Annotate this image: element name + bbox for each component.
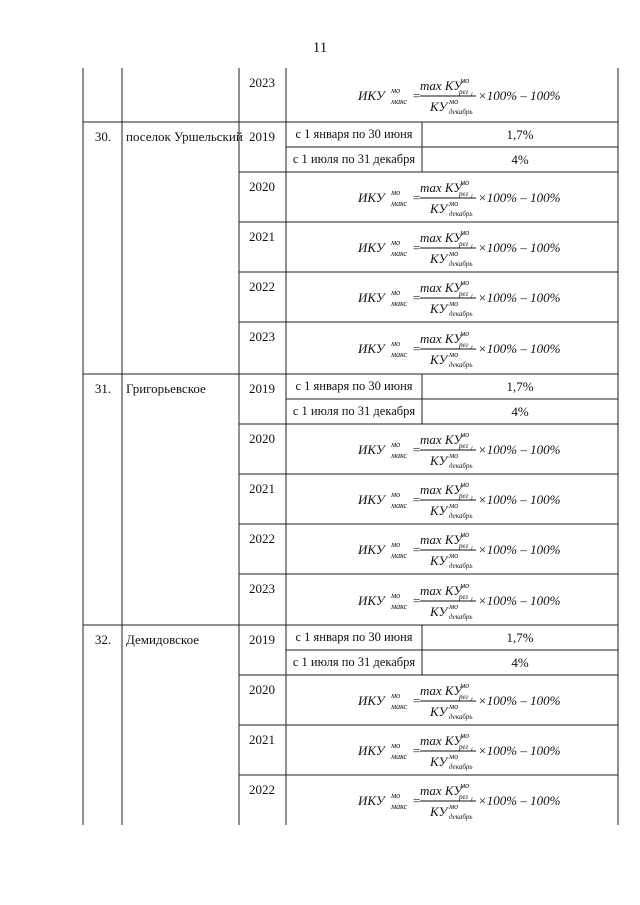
- formula-num-sub-i: i: [471, 496, 473, 502]
- formula-numerator: max КУ: [420, 280, 463, 295]
- formula-den-sup: мо: [449, 501, 459, 510]
- formula-num-sup: мо: [460, 681, 470, 690]
- formula-num-sub-i: i: [471, 244, 473, 250]
- max-increase-formula: [358, 778, 561, 822]
- formula-equals: =: [412, 492, 421, 507]
- formula-lhs: ИКУ: [358, 693, 385, 708]
- formula-den-sup: мо: [449, 752, 459, 761]
- year-cell: 2021: [249, 732, 275, 747]
- formula-den-sub: декабрь: [449, 512, 473, 520]
- formula-den-sub: декабрь: [449, 612, 473, 621]
- formula-tail: ×100% – 100%: [478, 793, 561, 808]
- formula-equals: =: [412, 190, 421, 205]
- formula-den-sup: мо: [449, 551, 459, 560]
- formula-lhs-sub: макс: [391, 97, 408, 106]
- formula-lhs-sup: мо: [391, 490, 401, 499]
- formula-lhs-sub: макс: [391, 299, 408, 308]
- formula-lhs: ИКУ: [358, 290, 385, 305]
- formula-lhs: ИКУ: [358, 88, 385, 103]
- formula-lhs-sub: макс: [391, 199, 408, 208]
- formula-equals: =: [412, 693, 421, 708]
- formula-denominator: КУ: [430, 99, 448, 114]
- max-increase-formula: [358, 527, 561, 571]
- formula-num-sup: мо: [460, 580, 470, 590]
- formula-num-sub-i: i: [471, 194, 473, 200]
- formula-den-sub: декабрь: [449, 713, 473, 721]
- max-increase-formula: [358, 225, 561, 269]
- year-cell: 2020: [249, 431, 275, 446]
- formula-lhs-sup: мо: [391, 440, 401, 449]
- formula-equals: =: [412, 290, 421, 305]
- formula-lhs: ИКУ: [358, 190, 385, 205]
- formula-svg: [358, 225, 561, 269]
- row-number: 30.: [94, 129, 112, 144]
- formula-num-sub-i: i: [471, 747, 473, 753]
- formula-num-sub-i: i: [471, 294, 473, 300]
- formula-lhs-sup: мо: [391, 791, 401, 800]
- row-number: 32.: [94, 632, 112, 647]
- year-cell: 2019: [249, 381, 275, 396]
- formula-denominator: КУ: [430, 553, 448, 568]
- formula-den-sub: декабрь: [449, 562, 473, 570]
- formula-lhs-sup: мо: [391, 188, 401, 197]
- formula-lhs: ИКУ: [358, 492, 385, 507]
- formula-num-sup: мо: [460, 430, 470, 439]
- formula-lhs-sup: мо: [391, 590, 401, 600]
- formula-tail: ×100% – 100%: [478, 290, 561, 305]
- formula-numerator: max КУ: [420, 532, 463, 547]
- municipality-name: Демидовское: [126, 632, 200, 647]
- formula-den-sup: мо: [449, 601, 459, 611]
- formula-den-sup: мо: [449, 97, 459, 106]
- formula-denominator: КУ: [430, 704, 448, 719]
- formula-num-sub: рег: [459, 492, 469, 500]
- formula-num-sup: мо: [460, 329, 470, 338]
- formula-svg: [358, 73, 561, 117]
- formula-tail: ×100% – 100%: [478, 492, 561, 507]
- formula-num-sub: рег: [459, 793, 469, 801]
- formula-svg: [358, 326, 561, 370]
- rate-value: 1,7%: [506, 127, 534, 142]
- formula-lhs-sub: макс: [391, 702, 408, 711]
- max-increase-formula: [358, 326, 561, 370]
- formula-denominator: КУ: [430, 804, 448, 819]
- formula-tail: ×100% – 100%: [478, 693, 561, 708]
- formula-num-sup: мо: [460, 530, 470, 539]
- formula-numerator: max КУ: [420, 78, 463, 93]
- formula-den-sup: мо: [449, 702, 459, 711]
- formula-lhs-sup: мо: [391, 741, 401, 750]
- formula-svg: [358, 275, 561, 319]
- formula-numerator: max КУ: [420, 733, 463, 748]
- formula-num-sub: рег: [459, 442, 469, 450]
- formula-denominator: КУ: [430, 603, 448, 619]
- formula-num-sub: рег: [459, 290, 469, 298]
- max-increase-formula: [358, 578, 561, 622]
- year-cell: 2019: [249, 632, 275, 647]
- formula-denominator: КУ: [430, 251, 448, 266]
- formula-num-sup: мо: [460, 480, 470, 489]
- rate-value: 4%: [511, 655, 529, 670]
- formula-numerator: max КУ: [420, 230, 463, 245]
- formula-denominator: КУ: [430, 352, 448, 367]
- formula-num-sub-i: i: [471, 345, 473, 351]
- year-cell: 2023: [249, 581, 275, 596]
- formula-lhs-sub: макс: [391, 451, 408, 460]
- year-cell: 2023: [249, 329, 275, 344]
- formula-num-sub: рег: [459, 88, 469, 96]
- formula-den-sub: декабрь: [449, 361, 473, 369]
- formula-numerator: max КУ: [420, 482, 463, 497]
- formula-equals: =: [412, 88, 421, 103]
- formula-den-sup: мо: [449, 451, 459, 460]
- formula-den-sub: декабрь: [449, 813, 473, 821]
- formula-lhs-sup: мо: [391, 339, 401, 348]
- max-increase-formula: [358, 427, 561, 471]
- formula-den-sup: мо: [449, 802, 459, 811]
- formula-num-sub-i: i: [471, 596, 473, 603]
- formula-num-sup: мо: [460, 731, 470, 740]
- formula-lhs-sup: мо: [391, 288, 401, 297]
- formula-numerator: max КУ: [420, 180, 463, 195]
- formula-svg: [358, 578, 561, 622]
- formula-lhs-sub: макс: [391, 551, 408, 560]
- formula-tail: ×100% – 100%: [478, 190, 561, 205]
- formula-den-sub: декабрь: [449, 108, 473, 116]
- formula-svg: [358, 527, 561, 571]
- formula-lhs-sub: макс: [391, 249, 408, 258]
- max-increase-formula: [358, 73, 561, 117]
- formula-num-sub-i: i: [471, 446, 473, 452]
- formula-lhs: ИКУ: [358, 341, 385, 356]
- formula-num-sup: мо: [460, 278, 470, 287]
- formula-equals: =: [412, 341, 421, 356]
- formula-lhs-sup: мо: [391, 86, 401, 95]
- formula-den-sup: мо: [449, 350, 459, 359]
- formula-lhs: ИКУ: [358, 592, 385, 608]
- formula-lhs: ИКУ: [358, 240, 385, 255]
- formula-numerator: max КУ: [420, 783, 463, 798]
- formula-equals: =: [412, 743, 421, 758]
- formula-svg: [358, 175, 561, 219]
- year-cell: 2020: [249, 682, 275, 697]
- period-label: с 1 июля по 31 декабря: [292, 655, 416, 669]
- municipality-name: поселок Уршельский: [126, 129, 243, 144]
- formula-den-sup: мо: [449, 299, 459, 308]
- formula-num-sup: мо: [460, 228, 470, 237]
- rate-value: 1,7%: [506, 379, 534, 394]
- formula-equals: =: [412, 542, 421, 557]
- formula-numerator: max КУ: [420, 432, 463, 447]
- formula-lhs-sup: мо: [391, 540, 401, 549]
- formula-lhs: ИКУ: [358, 442, 385, 457]
- year-cell: 2021: [249, 229, 275, 244]
- formula-num-sub: рег: [459, 190, 469, 198]
- formula-num-sub: рег: [459, 542, 469, 550]
- formula-tail: ×100% – 100%: [478, 542, 561, 557]
- formula-tail: ×100% – 100%: [478, 743, 561, 758]
- formula-numerator: max КУ: [420, 331, 463, 346]
- formula-tail: ×100% – 100%: [478, 442, 561, 457]
- formula-num-sub: рег: [459, 240, 469, 248]
- max-increase-formula: [358, 728, 561, 772]
- formula-num-sup: мо: [460, 76, 470, 85]
- formula-lhs-sub: макс: [391, 501, 408, 510]
- formula-lhs-sup: мо: [391, 691, 401, 700]
- formula-equals: =: [412, 592, 421, 608]
- formula-num-sub: рег: [459, 592, 469, 601]
- formula-lhs-sup: мо: [391, 238, 401, 247]
- row-number: 31.: [94, 381, 112, 396]
- year-cell: 2021: [249, 481, 275, 496]
- rate-value: 4%: [511, 404, 529, 419]
- formula-den-sub: декабрь: [449, 310, 473, 318]
- period-label: с 1 января по 30 июня: [295, 630, 413, 644]
- formula-den-sub: декабрь: [449, 462, 473, 470]
- period-label: с 1 июля по 31 декабря: [292, 404, 416, 418]
- period-label: с 1 января по 30 июня: [295, 379, 413, 393]
- formula-denominator: КУ: [430, 453, 448, 468]
- formula-lhs-sub: макс: [391, 601, 408, 611]
- formula-svg: [358, 427, 561, 471]
- period-label: с 1 января по 30 июня: [295, 127, 413, 141]
- formula-equals: =: [412, 240, 421, 255]
- formula-lhs-sub: макс: [391, 752, 408, 761]
- formula-lhs: ИКУ: [358, 542, 385, 557]
- max-increase-formula: [358, 175, 561, 219]
- municipality-name: Григорьевское: [126, 381, 206, 396]
- formula-num-sub-i: i: [471, 92, 473, 98]
- formula-denominator: КУ: [430, 201, 448, 216]
- year-cell: 2019: [249, 129, 275, 144]
- period-label: с 1 июля по 31 декабря: [292, 152, 416, 166]
- max-increase-formula: [358, 275, 561, 319]
- year-cell: 2022: [249, 531, 275, 546]
- formula-den-sub: декабрь: [449, 260, 473, 268]
- formula-num-sub: рег: [459, 341, 469, 349]
- formula-num-sub: рег: [459, 693, 469, 701]
- formula-num-sub-i: i: [471, 697, 473, 703]
- rate-value: 4%: [511, 152, 529, 167]
- formula-svg: [358, 678, 561, 722]
- formula-den-sup: мо: [449, 199, 459, 208]
- page-number: 11: [312, 40, 328, 56]
- formula-num-sub-i: i: [471, 797, 473, 803]
- formula-equals: =: [412, 793, 421, 808]
- formula-den-sup: мо: [449, 249, 459, 258]
- formula-tail: ×100% – 100%: [478, 240, 561, 255]
- formula-svg: [358, 778, 561, 822]
- formula-num-sub-i: i: [471, 546, 473, 552]
- formula-svg: [358, 728, 561, 772]
- year-cell: 2020: [249, 179, 275, 194]
- formula-denominator: КУ: [430, 301, 448, 316]
- formula-tail: ×100% – 100%: [478, 88, 561, 103]
- formula-lhs-sub: макс: [391, 350, 408, 359]
- formula-num-sup: мо: [460, 178, 470, 187]
- rate-value: 1,7%: [506, 630, 534, 645]
- formula-tail: ×100% – 100%: [478, 592, 561, 608]
- max-increase-formula: [358, 678, 561, 722]
- formula-tail: ×100% – 100%: [478, 341, 561, 356]
- formula-den-sub: декабрь: [449, 763, 473, 771]
- formula-num-sub: рег: [459, 743, 469, 751]
- formula-lhs: ИКУ: [358, 743, 385, 758]
- formula-denominator: КУ: [430, 754, 448, 769]
- formula-den-sub: декабрь: [449, 210, 473, 218]
- formula-numerator: max КУ: [420, 582, 463, 598]
- year-cell: 2022: [249, 782, 275, 797]
- max-increase-formula: [358, 477, 561, 521]
- year-cell: 2022: [249, 279, 275, 294]
- formula-denominator: КУ: [430, 503, 448, 518]
- year-cell: 2023: [249, 75, 275, 90]
- formula-numerator: max КУ: [420, 683, 463, 698]
- formula-equals: =: [412, 442, 421, 457]
- formula-num-sup: мо: [460, 781, 470, 790]
- formula-svg: [358, 477, 561, 521]
- formula-lhs: ИКУ: [358, 793, 385, 808]
- formula-lhs-sub: макс: [391, 802, 408, 811]
